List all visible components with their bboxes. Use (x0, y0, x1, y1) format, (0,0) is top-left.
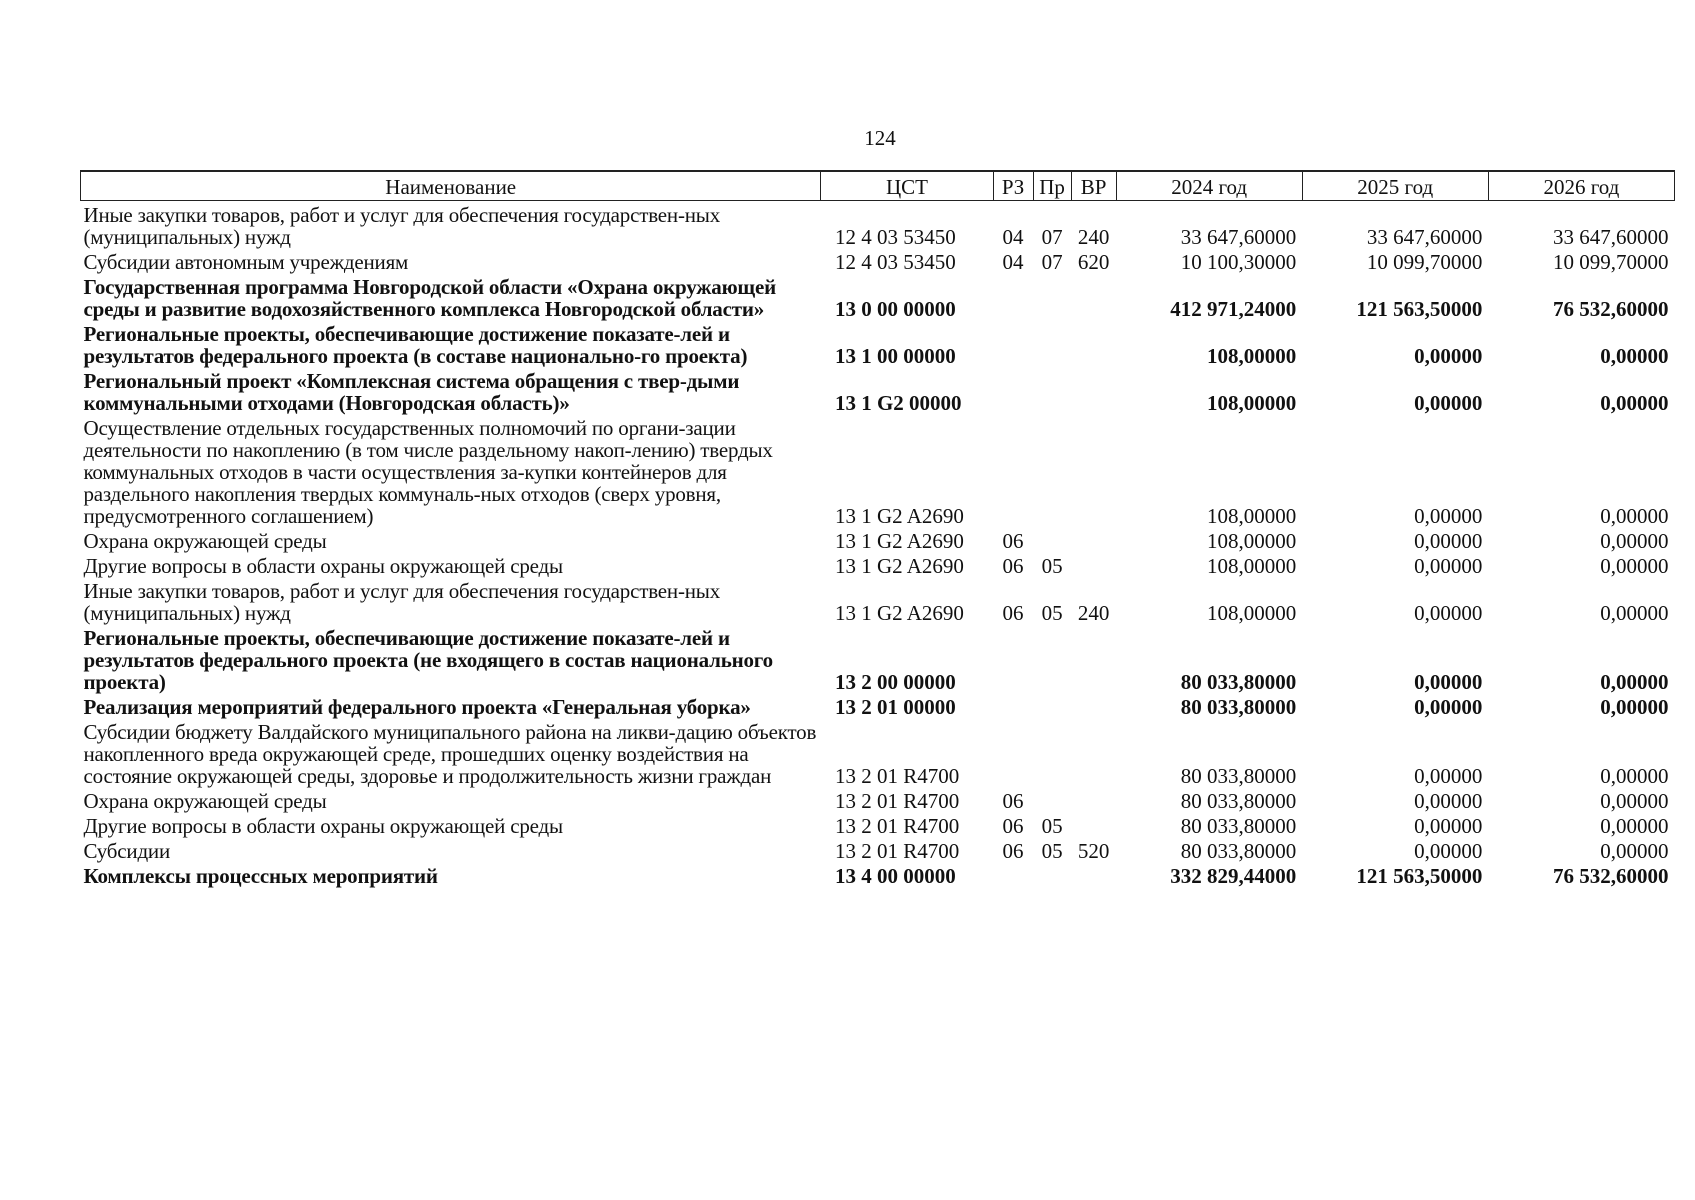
row-value-2024: 33 647,60000 (1180, 225, 1297, 249)
row-cst: 13 1 G2 A2690 (834, 504, 964, 528)
row-name: Комплексы процессных мероприятий (83, 864, 438, 888)
table-row (81, 624, 1675, 693)
row-value-2025: 121 563,50000 (1356, 297, 1483, 321)
row-pr: 05 (1041, 839, 1063, 863)
table-header (81, 171, 1675, 201)
row-cst: 13 2 00 00000 (834, 670, 956, 694)
row-value-2025: 121 563,50000 (1356, 864, 1483, 888)
row-value-2026: 76 532,60000 (1553, 864, 1669, 888)
table-row (81, 718, 1675, 787)
header-vr: ВР (1071, 171, 1116, 201)
table-row (81, 201, 1675, 249)
row-value-2025: 0,00000 (1414, 504, 1483, 528)
row-cst: 12 4 03 53450 (834, 250, 956, 274)
row-vr (1071, 718, 1116, 787)
row-value-2026: 33 647,60000 (1553, 225, 1669, 249)
row-value-2025: 0,00000 (1414, 789, 1483, 813)
row-vr (1071, 414, 1116, 527)
row-cst: 13 1 G2 A2690 (834, 601, 964, 625)
row-name: Государственная программа Новгородской области «Охрана окружающей среды и развитие водохозяйственного комплекса Новгородской области» (83, 275, 776, 321)
table-row (81, 693, 1675, 718)
row-name: Субсидии бюджету Валдайского муниципального района на ликви-дацию объектов накопленного вреда окружающей среде, прошедших оценку воздействия на состояние окружающей среды, здоровье и продолжительность жизни граждан (83, 720, 817, 788)
row-value-2024: 80 033,80000 (1180, 814, 1297, 838)
row-vr (1071, 812, 1116, 837)
row-pr: 05 (1041, 814, 1063, 838)
row-pr (1033, 624, 1071, 693)
row-value-2026: 0,00000 (1600, 839, 1669, 863)
row-rz: 06 (1002, 814, 1024, 838)
row-rz (993, 693, 1033, 718)
row-cst: 13 2 01 R4700 (834, 839, 960, 863)
table-row (81, 527, 1675, 552)
row-rz: 04 (1002, 250, 1024, 274)
row-vr (1071, 862, 1116, 887)
row-name: Осуществление отдельных государственных полномочий по органи-зации деятельности по накоплению (в том числе раздельному накоп-лению) твердых коммунальных отходов в части осуществления за-купки контейнеров для раздельного накопления твердых коммуналь-ных отходов (сверх уровня, предусмотренного соглашением) (83, 416, 773, 528)
row-name: Другие вопросы в области охраны окружающей среды (83, 814, 563, 838)
row-value-2026: 0,00000 (1600, 344, 1669, 368)
row-value-2025: 0,00000 (1414, 670, 1483, 694)
table-row (81, 787, 1675, 812)
header-2026: 2026 год (1488, 171, 1674, 201)
row-rz: 06 (1002, 529, 1024, 553)
row-value-2025: 10 099,70000 (1366, 250, 1483, 274)
row-pr: 07 (1041, 225, 1063, 249)
row-value-2024: 108,00000 (1206, 344, 1297, 368)
row-rz (993, 718, 1033, 787)
row-value-2024: 80 033,80000 (1180, 839, 1297, 863)
row-name: Субсидии автономным учреждениям (83, 250, 409, 274)
row-pr (1033, 273, 1071, 320)
table-row (81, 248, 1675, 273)
row-cst: 12 4 03 53450 (834, 225, 956, 249)
row-vr (1071, 367, 1116, 414)
page-number: 124 (864, 126, 896, 150)
table-row (81, 320, 1675, 367)
row-value-2024: 412 971,24000 (1170, 297, 1297, 321)
table-row (81, 552, 1675, 577)
row-cst: 13 2 01 R4700 (834, 814, 960, 838)
row-vr: 240 (1077, 601, 1110, 625)
row-rz (993, 367, 1033, 414)
row-value-2025: 0,00000 (1414, 554, 1483, 578)
row-value-2026: 0,00000 (1600, 814, 1669, 838)
row-value-2025: 0,00000 (1414, 391, 1483, 415)
row-name: Иные закупки товаров, работ и услуг для обеспечения государствен-ных (муниципальных) нужд (83, 579, 720, 625)
row-value-2026: 0,00000 (1600, 391, 1669, 415)
row-value-2024: 80 033,80000 (1180, 789, 1297, 813)
header-name: Наименование (81, 171, 821, 201)
row-value-2025: 0,00000 (1414, 764, 1483, 788)
table-row (81, 367, 1675, 414)
row-value-2025: 0,00000 (1414, 814, 1483, 838)
row-pr (1033, 414, 1071, 527)
table-row (81, 837, 1675, 862)
table-row (81, 577, 1675, 624)
row-value-2024: 80 033,80000 (1180, 695, 1297, 719)
row-rz: 06 (1002, 601, 1024, 625)
row-rz (993, 320, 1033, 367)
row-pr (1033, 693, 1071, 718)
row-value-2026: 0,00000 (1600, 529, 1669, 553)
row-name: Другие вопросы в области охраны окружающей среды (83, 554, 563, 578)
row-name: Субсидии (83, 839, 171, 863)
row-vr (1071, 273, 1116, 320)
row-rz (993, 624, 1033, 693)
row-pr: 05 (1041, 601, 1063, 625)
row-vr (1071, 552, 1116, 577)
header-pr: Пр (1033, 171, 1071, 201)
row-value-2026: 0,00000 (1600, 764, 1669, 788)
row-name: Региональные проекты, обеспечивающие достижение показате-лей и результатов федерального проекта (в составе национально-го проекта) (83, 322, 748, 368)
row-pr (1033, 862, 1071, 887)
row-value-2025: 0,00000 (1414, 695, 1483, 719)
row-vr (1071, 527, 1116, 552)
row-cst: 13 2 01 R4700 (834, 764, 960, 788)
row-cst: 13 4 00 00000 (834, 864, 956, 888)
row-name: Региональный проект «Комплексная система обращения с твер-дыми коммунальными отходами (Новгородская область)» (83, 369, 740, 415)
row-name: Охрана окружающей среды (83, 529, 327, 553)
row-cst: 13 1 G2 A2690 (834, 554, 964, 578)
row-rz (993, 273, 1033, 320)
row-rz: 06 (1002, 839, 1024, 863)
row-cst: 13 1 G2 A2690 (834, 529, 964, 553)
row-cst: 13 0 00 00000 (834, 297, 956, 321)
row-cst: 13 1 G2 00000 (834, 391, 962, 415)
row-value-2026: 0,00000 (1600, 789, 1669, 813)
row-vr (1071, 624, 1116, 693)
row-vr (1071, 693, 1116, 718)
row-value-2024: 332 829,44000 (1170, 864, 1297, 888)
row-name: Региональные проекты, обеспечивающие достижение показате-лей и результатов федерального проекта (не входящего в состав национального проекта) (83, 626, 773, 694)
row-rz: 06 (1002, 789, 1024, 813)
row-rz (993, 862, 1033, 887)
row-rz: 04 (1002, 225, 1024, 249)
row-name: Охрана окружающей среды (83, 789, 327, 813)
row-cst: 13 2 01 00000 (834, 695, 956, 719)
row-value-2024: 108,00000 (1206, 391, 1297, 415)
row-rz (993, 414, 1033, 527)
table-body (81, 201, 1675, 888)
row-pr: 05 (1041, 554, 1063, 578)
row-value-2024: 108,00000 (1206, 504, 1297, 528)
row-name: Иные закупки товаров, работ и услуг для обеспечения государствен-ных (муниципальных) нужд (83, 203, 720, 249)
row-pr (1033, 320, 1071, 367)
row-value-2025: 0,00000 (1414, 344, 1483, 368)
row-value-2024: 10 100,30000 (1180, 250, 1297, 274)
header-rz: РЗ (993, 171, 1033, 201)
row-value-2026: 0,00000 (1600, 601, 1669, 625)
row-value-2024: 108,00000 (1206, 601, 1297, 625)
row-value-2025: 0,00000 (1414, 529, 1483, 553)
row-pr: 07 (1041, 250, 1063, 274)
row-vr (1071, 787, 1116, 812)
row-value-2026: 10 099,70000 (1553, 250, 1669, 274)
table-row (81, 812, 1675, 837)
row-vr (1071, 320, 1116, 367)
row-rz: 06 (1002, 554, 1024, 578)
header-2025: 2025 год (1302, 171, 1488, 201)
budget-table (80, 170, 1675, 887)
row-value-2025: 33 647,60000 (1366, 225, 1483, 249)
row-value-2024: 80 033,80000 (1180, 764, 1297, 788)
header-cst: ЦСТ (821, 171, 993, 201)
table-row (81, 862, 1675, 887)
header-2024: 2024 год (1116, 171, 1302, 201)
table-row (81, 273, 1675, 320)
row-pr (1033, 718, 1071, 787)
row-value-2025: 0,00000 (1414, 839, 1483, 863)
row-cst: 13 2 01 R4700 (834, 789, 960, 813)
row-value-2025: 0,00000 (1414, 601, 1483, 625)
row-pr (1033, 527, 1071, 552)
row-pr (1033, 367, 1071, 414)
row-value-2026: 0,00000 (1600, 554, 1669, 578)
row-vr: 620 (1077, 250, 1110, 274)
row-vr: 240 (1077, 225, 1110, 249)
row-value-2026: 76 532,60000 (1553, 297, 1669, 321)
row-pr (1033, 787, 1071, 812)
row-value-2024: 80 033,80000 (1180, 670, 1297, 694)
row-value-2026: 0,00000 (1600, 670, 1669, 694)
row-cst: 13 1 00 00000 (834, 344, 956, 368)
row-value-2026: 0,00000 (1600, 695, 1669, 719)
table-row (81, 414, 1675, 527)
row-value-2026: 0,00000 (1600, 504, 1669, 528)
row-vr: 520 (1077, 839, 1110, 863)
row-name: Реализация мероприятий федерального проекта «Генеральная уборка» (83, 695, 751, 719)
row-value-2024: 108,00000 (1206, 554, 1297, 578)
row-value-2024: 108,00000 (1206, 529, 1297, 553)
